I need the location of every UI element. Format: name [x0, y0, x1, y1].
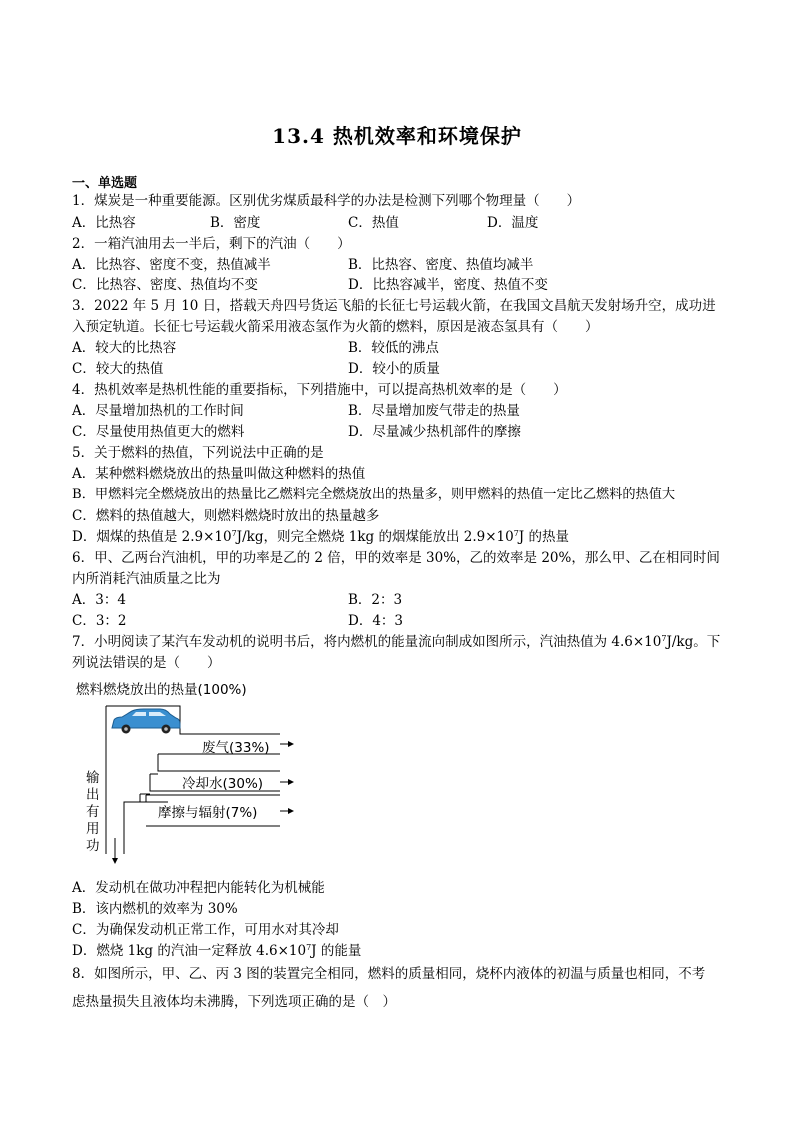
coolant-label: 冷却水(30%)	[182, 776, 264, 792]
q8-stem-line1: 8．如图所示，甲、乙、丙 3 图的装置完全相同，燃料的质量相同，烧杯内液体的初温与质量也相同，不考	[72, 966, 706, 982]
useful-work-char: 出	[86, 787, 100, 803]
energy-flow-diagram	[72, 678, 312, 868]
q7-stem-line2: 列说法错误的是（ ）	[72, 655, 221, 671]
q6-option-b: B．2：3	[348, 592, 403, 608]
q2-option-b: B．比热容、密度、热值均减半	[348, 257, 534, 273]
q7-option-c: C．为确保发动机正常工作，可用水对其冷却	[72, 922, 339, 938]
q7-option-a: A．发动机在做功冲程把内能转化为机械能	[72, 880, 325, 896]
coolant-arrow	[288, 779, 294, 785]
q1-option-a: A．比热容	[72, 215, 136, 231]
q3-stem-line2: 入预定轨道。长征七号运载火箭采用液态氢作为火箭的燃料，原因是液态氢具有（ ）	[72, 319, 599, 335]
section-heading: 一、单选题	[72, 176, 138, 191]
q4-stem: 4．热机效率是热机性能的重要指标，下列措施中，可以提高热机效率的是（ ）	[72, 382, 567, 398]
q7-option-b: B．该内燃机的效率为 30%	[72, 901, 238, 917]
useful-work-char: 功	[86, 838, 100, 854]
q6-stem-line2: 内所消耗汽油质量之比为	[72, 571, 221, 587]
useful-work-char: 输	[86, 770, 100, 786]
q7-option-d: D．燃烧 1kg 的汽油一定释放 $4.6\times 10^7J$ 的能量	[72, 943, 362, 959]
q6-stem-line1: 6．甲、乙两台汽油机，甲的功率是乙的 2 倍，甲的效率是 30%，乙的效率是 20%，那么甲、乙在相同时间	[72, 550, 720, 566]
q3-option-b: B．较低的沸点	[348, 340, 439, 356]
page-title: 13.4 热机效率和环境保护	[272, 124, 522, 148]
q5-option-d: D．烟煤的热值是 $2.9\times 10^7J/kg$，则完全燃烧 1kg 的烟煤能放出 $2.9\times 10^7J$ 的热量	[72, 529, 569, 545]
q7-stem-line1: 7．小明阅读了某汽车发动机的说明书后，将内燃机的能量流向制成如图所示，汽油热值为 $4.6\times 10^7J/kg$。下	[72, 634, 721, 650]
q4-option-c: C．尽量使用热值更大的燃料	[72, 424, 245, 440]
q5-stem: 5．关于燃料的热值，下列说法中正确的是	[72, 445, 324, 461]
q1-option-d: D．温度	[487, 215, 539, 231]
useful-work-char: 有	[86, 804, 100, 820]
q1-stem: 1．煤炭是一种重要能源。区别优劣煤质最科学的办法是检测下列哪个物理量（ ）	[72, 193, 581, 209]
q3-option-c: C．较大的热值	[72, 361, 164, 377]
q2-option-d: D．比热容减半，密度、热值不变	[348, 277, 548, 293]
exhaust-arrow	[288, 741, 294, 747]
q2-stem: 2．一箱汽油用去一半后，剩下的汽油（ ）	[72, 236, 351, 252]
exhaust-label: 废气(33%)	[202, 740, 270, 756]
q4-option-d: D．尽量减少热机部件的摩擦	[348, 424, 521, 440]
q8-stem-line2: 虑热量损失且液体均未沸腾，下列选项正确的是（ ）	[72, 994, 396, 1010]
q4-option-a: A．尽量增加热机的工作时间	[72, 403, 244, 419]
q5-option-c: C．燃料的热值越大，则燃料燃烧时放出的热量越多	[72, 508, 380, 524]
exhaust-band	[158, 754, 280, 771]
q1-option-b: B．密度	[210, 215, 261, 231]
diagram-heading: 燃料燃烧放出的热量(100%)	[76, 682, 247, 698]
useful-work-char: 用	[86, 821, 100, 837]
q2-option-c: C．比热容、密度、热值均不变	[72, 277, 258, 293]
q5-option-b: B．甲燃料完全燃烧放出的热量比乙燃料完全燃烧放出的热量多，则甲燃料的热值一定比乙燃料的热值大	[72, 487, 676, 502]
q2-option-a: A．比热容、密度不变，热值减半	[72, 257, 271, 273]
q6-option-a: A．3：4	[72, 592, 126, 608]
q1-option-c: C．热值	[348, 215, 399, 231]
q3-option-d: D．较小的质量	[348, 361, 440, 377]
friction-arrow	[288, 808, 294, 814]
q5-option-a: A．某种燃料燃烧放出的热量叫做这种燃料的热值	[72, 466, 366, 482]
useful-work-arrow	[112, 858, 118, 864]
car-icon	[112, 709, 180, 734]
q3-stem-line1: 3．2022 年 5 月 10 日，搭载天舟四号货运飞船的长征七号运载火箭，在我国文昌航天发射场升空，成功进	[72, 298, 716, 314]
q4-option-b: B．尽量增加废气带走的热量	[348, 403, 520, 419]
q6-option-d: D．4：3	[348, 613, 404, 629]
q3-option-a: A．较大的比热容	[72, 340, 177, 356]
friction-label: 摩擦与辐射(7%)	[158, 805, 258, 821]
q6-option-c: C．3：2	[72, 613, 127, 629]
